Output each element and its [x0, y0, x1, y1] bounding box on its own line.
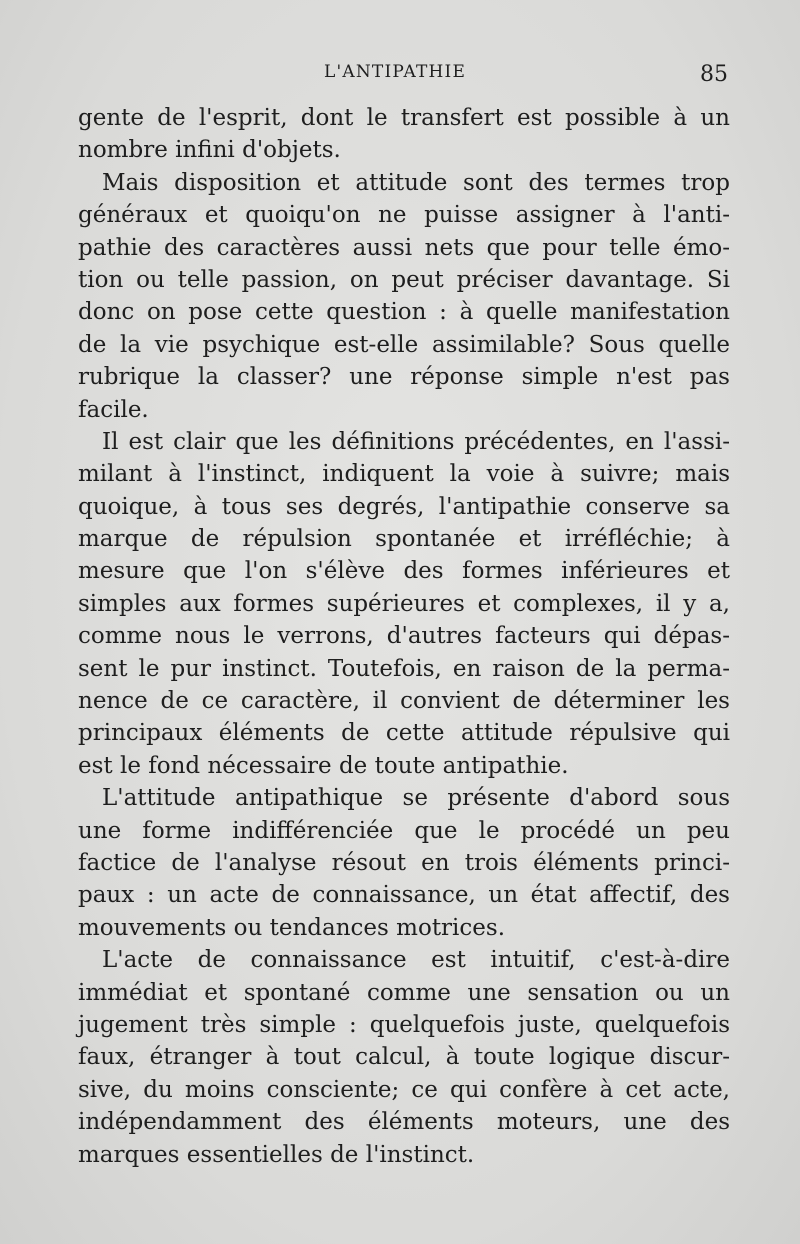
- text-line: marque de répulsion spontanée et irréfléchie; à: [78, 526, 730, 553]
- text-line: nence de ce caractère, il convient de déterminer les: [78, 688, 730, 715]
- text-line: quoique, à tous ses degrés, l'antipathie conserve sa: [78, 493, 730, 520]
- text-line: sive, du moins consciente; ce qui confère à cet acte,: [78, 1076, 730, 1103]
- text-line: immédiat et spontané comme une sensation ou un: [78, 979, 730, 1006]
- text-line: pathie des caractères aussi nets que pour telle émo-: [78, 234, 730, 261]
- text-line: facile.: [78, 396, 149, 423]
- text-line: gente de l'esprit, dont le transfert est possible à un: [78, 105, 730, 131]
- running-title: L'ANTIPATHIE: [324, 62, 467, 82]
- body-text: [78, 102, 730, 1171]
- text-line: factice de l'analyse résout en trois éléments princi-: [78, 849, 730, 876]
- text-line: de la vie psychique est-elle assimilable? Sous quelle: [78, 331, 730, 358]
- text-line: indépendamment des éléments moteurs, une des: [78, 1109, 730, 1136]
- text-line: L'attitude antipathique se présente d'abord sous: [102, 785, 730, 812]
- text-line: comme nous le verrons, d'autres facteurs qui dépas-: [78, 623, 730, 650]
- text-line: nombre infini d'objets.: [78, 137, 341, 164]
- text-line: sent le pur instinct. Toutefois, en raison de la perma-: [78, 655, 730, 682]
- text-line: faux, étranger à tout calcul, à toute logique discur-: [78, 1044, 730, 1071]
- text-line: mouvements ou tendances motrices.: [78, 914, 506, 941]
- text-line: Mais disposition et attitude sont des termes trop: [102, 169, 730, 196]
- text-line: une forme indifférenciée que le procédé un peu: [78, 817, 730, 844]
- text-line: marques essentielles de l'instinct.: [78, 1141, 475, 1168]
- text-line: tion ou telle passion, on peut préciser davantage. Si: [78, 266, 730, 293]
- page-number: 85: [700, 62, 728, 87]
- text-line: paux : un acte de connaissance, un état affectif, des: [78, 882, 730, 909]
- text-line: Il est clair que les définitions précédentes, en l'assi-: [102, 428, 730, 455]
- text-line: généraux et quoiqu'on ne puisse assigner à l'anti-: [78, 202, 730, 229]
- text-line: rubrique la classer? une réponse simple n'est pas: [78, 364, 730, 391]
- text-line: principaux éléments de cette attitude répulsive qui: [78, 720, 730, 747]
- text-line: est le fond nécessaire de toute antipathie.: [78, 752, 569, 779]
- page-header: [78, 62, 730, 92]
- text-line: L'acte de connaissance est intuitif, c'est-à-dire: [102, 947, 730, 974]
- text-line: jugement très simple : quelquefois juste, quelquefois: [78, 1011, 730, 1038]
- text-line: donc on pose cette question : à quelle manifestation: [78, 299, 730, 326]
- text-line: mesure que l'on s'élève des formes inférieures et: [78, 558, 730, 585]
- text-line: simples aux formes supérieures et complexes, il y a,: [78, 590, 730, 617]
- text-line: milant à l'instinct, indiquent la voie à suivre; mais: [78, 461, 730, 488]
